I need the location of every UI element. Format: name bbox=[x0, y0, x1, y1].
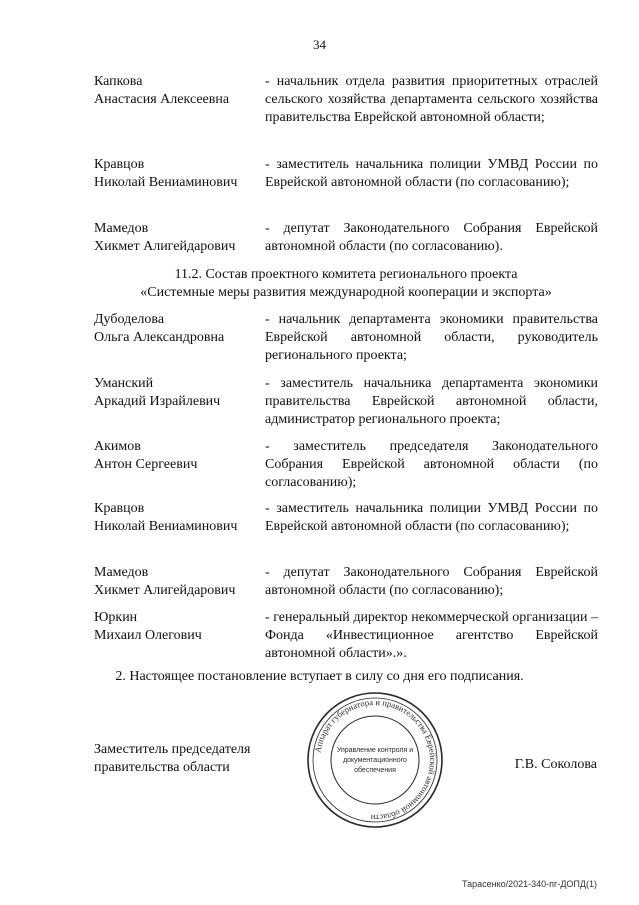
signatory-name: Г.В. Соколова bbox=[514, 757, 597, 772]
stamp-inner-text: документационного bbox=[343, 757, 407, 764]
member-surname: Акимов bbox=[94, 439, 141, 454]
member-name bbox=[94, 73, 259, 109]
stamp-outer-text: Аппарат губернатора и правительства Еврейской автономной области bbox=[312, 696, 439, 824]
page-number: 34 bbox=[313, 37, 326, 52]
stamp-inner-text: обеспечения bbox=[354, 767, 396, 774]
member-role: - депутат Законодательного Собрания Еврейской автономной области (по согласованию); bbox=[265, 565, 598, 598]
member-given-name: Хикмет Алигейдарович bbox=[94, 583, 236, 598]
member-role: - депутат Законодательного Собрания Еврейской автономной области (по согласованию). bbox=[265, 221, 598, 254]
official-stamp bbox=[305, 690, 445, 830]
member-surname: Капкова bbox=[94, 74, 143, 89]
section-heading-line: «Системные меры развития международной кооперации и экспорта» bbox=[140, 285, 552, 300]
member-surname: Юркин bbox=[94, 610, 138, 625]
member-name bbox=[94, 564, 259, 600]
member-role: - заместитель начальника департамента экономики правительства Еврейской автономной области, администратор регионального проекта; bbox=[265, 376, 598, 427]
signatory-title-line: правительства области bbox=[94, 760, 230, 775]
member-name bbox=[94, 375, 259, 411]
member-surname: Мамедов bbox=[94, 221, 149, 236]
section-heading-line: 11.2. Состав проектного комитета регионального проекта bbox=[174, 267, 518, 282]
member-given-name: Михаил Олегович bbox=[94, 628, 202, 643]
document-footer-code: Тарасенко/2021-340-пг-ДОПД(1) bbox=[462, 879, 597, 889]
member-given-name: Хикмет Алигейдарович bbox=[94, 239, 236, 254]
member-name bbox=[94, 311, 259, 347]
member-given-name: Николай Вениаминович bbox=[94, 519, 238, 534]
member-surname: Мамедов bbox=[94, 565, 149, 580]
member-name bbox=[94, 500, 259, 536]
member-given-name: Аркадий Израйлевич bbox=[94, 394, 221, 409]
member-name bbox=[94, 220, 259, 256]
member-surname: Уманский bbox=[94, 376, 154, 391]
member-surname: Дубоделова bbox=[94, 312, 165, 327]
member-role: - генеральный директор некоммерческой организации – Фонда «Инвестиционное агентство Еврейской автономной области».». bbox=[265, 610, 598, 661]
member-role: - заместитель председателя Законодательного Собрания Еврейской автономной области (по согласованию); bbox=[265, 439, 598, 490]
member-role: - заместитель начальника полиции УМВД России по Еврейской автономной области (по согласованию); bbox=[265, 501, 598, 534]
section-heading bbox=[94, 266, 598, 302]
signatory-title-line: Заместитель председателя bbox=[94, 742, 251, 757]
member-role: - начальник отдела развития приоритетных отраслей сельского хозяйства департамента сельского хозяйства правительства Еврейской автономной области; bbox=[265, 74, 598, 125]
member-given-name: Анастасия Алексеевна bbox=[94, 92, 230, 107]
member-role: - заместитель начальника полиции УМВД России по Еврейской автономной области (по согласованию); bbox=[265, 157, 598, 190]
member-surname: Кравцов bbox=[94, 501, 145, 516]
member-given-name: Антон Сергеевич bbox=[94, 457, 198, 472]
member-given-name: Ольга Александровна bbox=[94, 330, 225, 345]
member-role: - начальник департамента экономики правительства Еврейской автономной области, руководитель регионального проекта; bbox=[265, 312, 598, 363]
member-name bbox=[94, 156, 259, 192]
member-given-name: Николай Вениаминович bbox=[94, 175, 238, 190]
member-name bbox=[94, 438, 259, 474]
member-name bbox=[94, 609, 259, 645]
clause-2: 2. Настоящее постановление вступает в силу со дня его подписания. bbox=[115, 669, 524, 684]
member-surname: Кравцов bbox=[94, 157, 145, 172]
stamp-inner-text: Управление контроля и bbox=[336, 747, 414, 754]
signatory-title bbox=[94, 741, 250, 777]
